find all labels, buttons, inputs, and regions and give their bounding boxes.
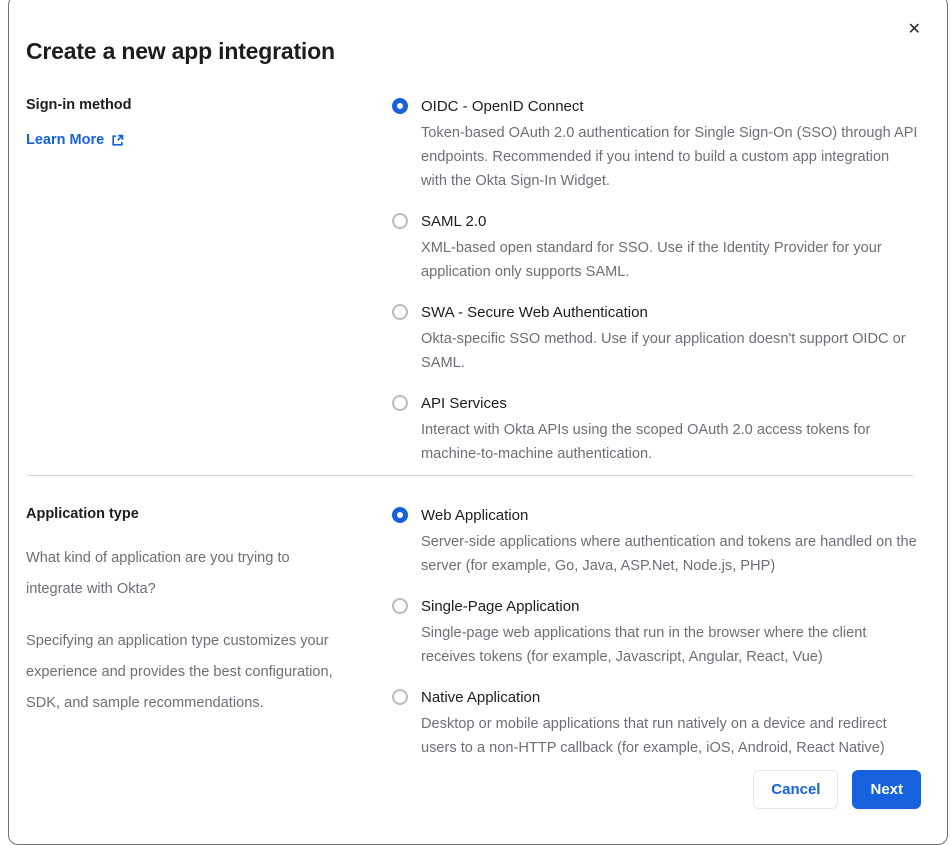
option-single-page-application[interactable] [392,595,919,669]
create-app-integration-dialog [8,0,948,845]
option-native-application[interactable] [392,686,919,760]
option-api-services[interactable] [392,392,919,466]
option-saml-label[interactable]: SAML 2.0 [421,213,487,230]
radio-saml[interactable] [392,213,408,229]
option-web-application[interactable] [392,504,919,578]
close-icon[interactable]: ✕ [907,21,921,38]
cancel-button[interactable]: Cancel [753,770,838,809]
option-oidc[interactable] [392,95,919,193]
radio-swa[interactable] [392,304,408,320]
radio-native-application[interactable] [392,689,408,705]
option-saml-desc: XML-based open standard for SSO. Use if the Identity Provider for your application only supports SAML. [421,240,882,280]
option-oidc-desc: Token-based OAuth 2.0 authentication for Single Sign-On (SSO) through API endpoints. Recommended if you intend to build a custom app integration with the Okta Sign-In Widget. [421,125,918,189]
application-type-section [26,504,923,760]
application-type-intro-1: What kind of application are you trying to integrate with Okta? [26,550,290,597]
option-swa-desc: Okta-specific SSO method. Use if your application doesn't support OIDC or SAML. [421,331,906,371]
learn-more-label: Learn More [26,132,105,148]
radio-single-page-application[interactable] [392,598,408,614]
option-swa-label[interactable]: SWA - Secure Web Authentication [421,304,648,321]
radio-api-services[interactable] [392,395,408,411]
dialog-title: Create a new app integration [26,38,335,64]
option-native-application-label[interactable]: Native Application [421,689,541,706]
application-type-label: Application type [26,506,139,522]
option-web-application-desc: Server-side applications where authentication and tokens are handled on the server (for example, Go, Java, ASP.Net, Node.js, PHP) [421,534,917,574]
option-native-application-desc: Desktop or mobile applications that run natively on a device and redirect users to a non-HTTP callback (for example, iOS, Android, React Native) [421,716,887,756]
radio-oidc[interactable] [392,98,408,114]
application-type-intro-2: Specifying an application type customizes your experience and provides the best configuration, SDK, and sample recommendations. [26,633,333,711]
option-swa[interactable] [392,301,919,375]
option-single-page-application-label[interactable]: Single-Page Application [421,598,580,615]
option-web-application-label[interactable]: Web Application [421,507,529,524]
option-single-page-application-desc: Single-page web applications that run in the browser where the client receives tokens (for example, Javascript, Angular, React, Vue) [421,625,867,665]
sign-in-method-label: Sign-in method [26,97,132,113]
option-oidc-label[interactable]: OIDC - OpenID Connect [421,98,584,115]
external-link-icon [111,134,124,147]
radio-web-application[interactable] [392,507,408,523]
option-api-services-label[interactable]: API Services [421,395,507,412]
option-api-services-desc: Interact with Okta APIs using the scoped OAuth 2.0 access tokens for machine-to-machine authentication. [421,422,871,462]
dialog-footer [753,770,921,809]
option-saml[interactable] [392,210,919,284]
sign-in-method-section [26,95,923,466]
learn-more-link[interactable] [26,132,124,148]
next-button[interactable]: Next [852,770,921,809]
section-divider [27,475,913,476]
